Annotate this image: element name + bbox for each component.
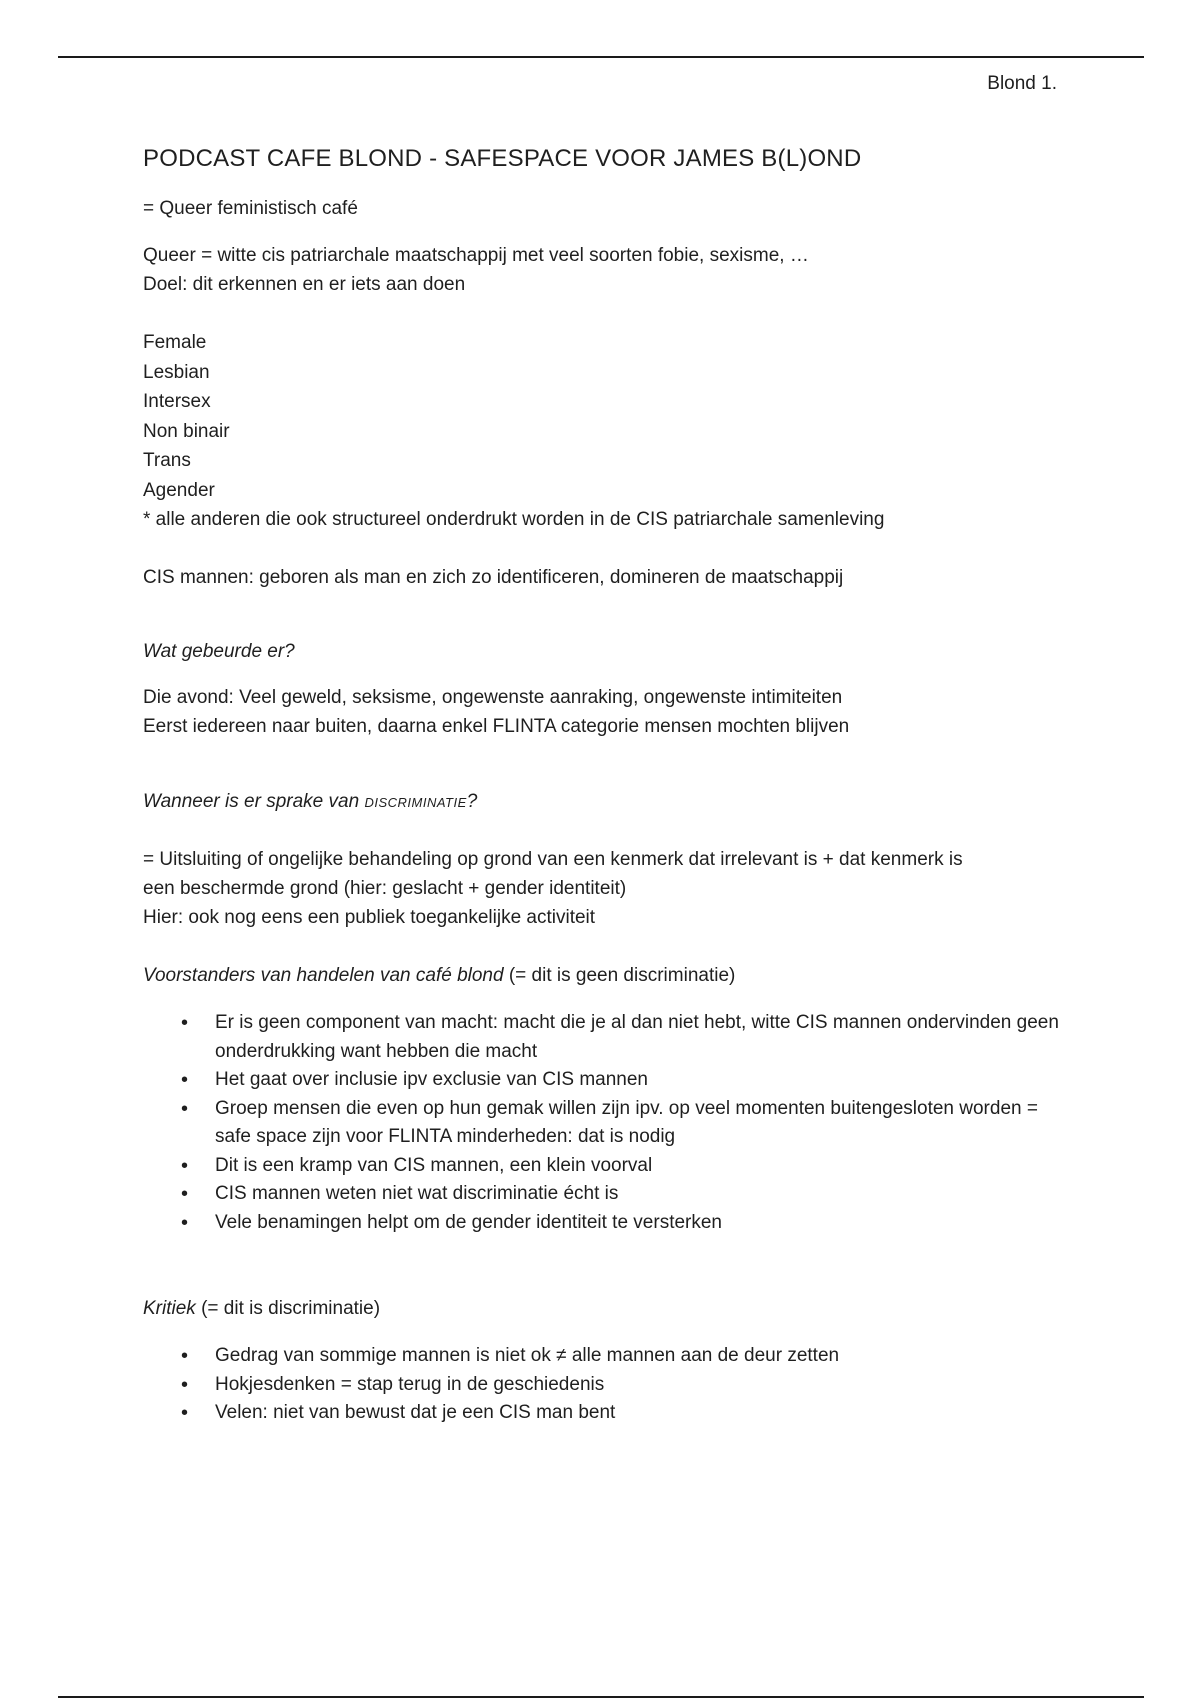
definition-line: = Queer feministisch café — [143, 198, 358, 219]
heading-rest: (= dit is geen discriminatie) — [503, 965, 736, 986]
flinta-item: Lesbian — [143, 362, 210, 383]
heading-suffix: ? — [466, 791, 478, 812]
discrimination-definition-line: een beschermde grond (hier: geslacht + gender identiteit) — [143, 878, 627, 899]
proponents-list — [143, 1009, 1063, 1237]
cis-definition-line: CIS mannen: geboren als man en zich zo identificeren, domineren de maatschappij — [143, 567, 844, 588]
section-heading-what-happened: Wat gebeurde er? — [143, 641, 295, 662]
flinta-item: Non binair — [143, 421, 230, 442]
critique-list — [143, 1342, 1063, 1428]
list-item: • Groep mensen die even op hun gemak willen zijn ipv. op veel momenten buitengesloten worden = safe space zijn voor FLINTA minderheden: dat is nodig — [143, 1095, 1063, 1152]
heading-rest: (= dit is discriminatie) — [195, 1298, 381, 1319]
section1-line: Eerst iedereen naar buiten, daarna enkel FLINTA categorie mensen mochten blijven — [143, 716, 850, 737]
heading-italic: Voorstanders van handelen van café blond — [143, 965, 504, 986]
list-item: • Vele benamingen helpt om de gender identiteit te versterken — [143, 1209, 1063, 1238]
top-rule — [58, 56, 1144, 58]
flinta-note: * alle anderen die ook structureel onderdrukt worden in de CIS patriarchale samenleving — [143, 509, 885, 530]
heading-italic: Kritiek — [143, 1298, 196, 1319]
list-item: • Dit is een kramp van CIS mannen, een klein voorval — [143, 1152, 1063, 1181]
list-item: • CIS mannen weten niet wat discriminatie écht is — [143, 1180, 1063, 1209]
section-heading-discrimination — [143, 790, 477, 815]
list-item: • Velen: niet van bewust dat je een CIS man bent — [143, 1399, 1063, 1428]
section-heading-proponents — [143, 964, 735, 988]
discrimination-definition-line: Hier: ook nog eens een publiek toegankelijke activiteit — [143, 907, 596, 928]
flinta-item: Female — [143, 332, 207, 353]
flinta-item: Intersex — [143, 391, 211, 412]
goal-line: Doel: dit erkennen en er iets aan doen — [143, 274, 466, 295]
list-item: • Er is geen component van macht: macht die je al dan niet hebt, witte CIS mannen ondervinden geen onderdrukking want hebben die macht — [143, 1009, 1063, 1066]
section-heading-critique — [143, 1297, 380, 1321]
flinta-item: Agender — [143, 480, 215, 501]
heading-smallcaps-word: DISCRIMINATIE — [364, 795, 467, 810]
flinta-item: Trans — [143, 450, 191, 471]
section1-line: Die avond: Veel geweld, seksisme, ongewenste aanraking, ongewenste intimiteiten — [143, 687, 843, 708]
page-title: PODCAST CAFE BLOND - SAFESPACE VOOR JAMES B(L)OND — [143, 145, 862, 172]
queer-definition-line: Queer = witte cis patriarchale maatschappij met veel soorten fobie, sexisme, … — [143, 245, 809, 266]
bottom-rule — [58, 1696, 1144, 1698]
heading-prefix: Wanneer is er sprake van — [143, 791, 365, 812]
list-item: • Hokjesdenken = stap terug in de geschiedenis — [143, 1371, 1063, 1400]
list-item: • Gedrag van sommige mannen is niet ok ≠ alle mannen aan de deur zetten — [143, 1342, 1063, 1371]
page-header-label: Blond 1. — [987, 73, 1057, 94]
discrimination-definition-line: = Uitsluiting of ongelijke behandeling op grond van een kenmerk dat irrelevant is + dat kenmerk is — [143, 849, 963, 870]
list-item: • Het gaat over inclusie ipv exclusie van CIS mannen — [143, 1066, 1063, 1095]
